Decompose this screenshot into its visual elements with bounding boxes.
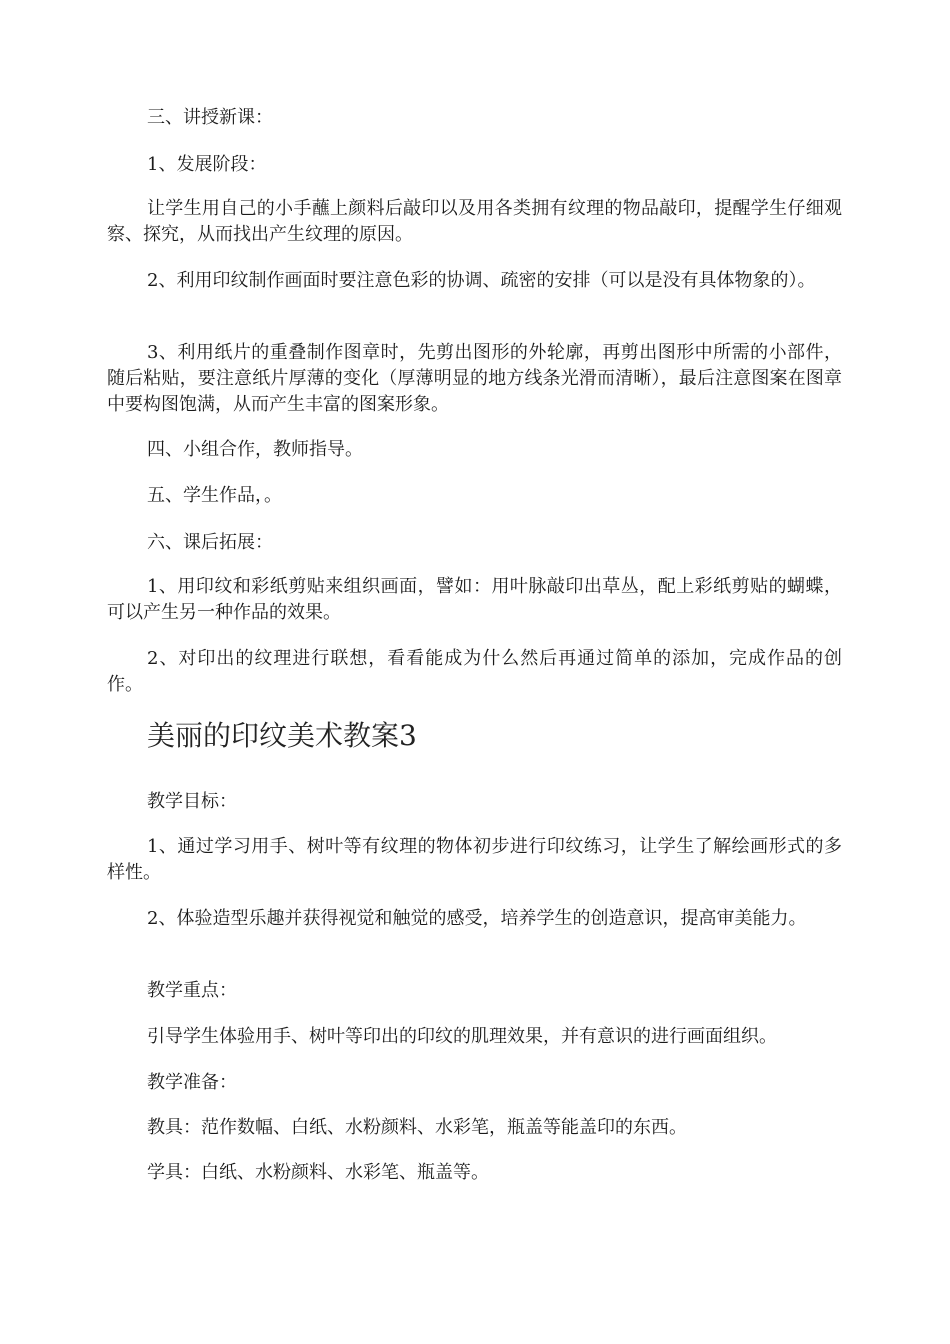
paragraph-keypoint-heading: 教学重点： xyxy=(147,980,237,1001)
paragraph-heading-6: 六、课后拓展： xyxy=(147,532,273,553)
paragraph-heading-4: 四、小组合作，教师指导。 xyxy=(147,439,363,460)
paragraph-heading-5: 五、学生作品，。 xyxy=(147,485,282,506)
paragraph-heading-3: 三、讲授新课： xyxy=(147,107,273,128)
paragraph-objective-2: 2、体验造型乐趣并获得视觉和触觉的感受，培养学生的创造意识，提高审美能力。 xyxy=(147,908,807,929)
paragraph-objective-1: 1、通过学习用手、树叶等有纹理的物体初步进行印纹练习，让学生了解绘画形式的多样性。 xyxy=(107,836,842,883)
paragraph-extension-1: 1、用印纹和彩纸剪贴来组织画面，譬如：用叶脉敲印出草丛，配上彩纸剪贴的蝴蝶，可以产生另一种作品的效果。 xyxy=(107,576,842,623)
paragraph-teaching-tools: 教具：范作数幅、白纸、水粉颜料、水彩笔，瓶盖等能盖印的东西。 xyxy=(147,1117,687,1138)
paragraph-objectives-heading: 教学目标： xyxy=(147,791,237,812)
paragraph-student-tools: 学具：白纸、水粉颜料、水彩笔、瓶盖等。 xyxy=(147,1162,489,1183)
paragraph-extension-2: 2、对印出的纹理进行联想，看看能成为什么然后再通过简单的添加，完成作品的创作。 xyxy=(107,648,842,695)
paragraph-item-3: 3、利用纸片的重叠制作图章时，先剪出图形的外轮廓，再剪出图形中所需的小部件，随后粘贴，要注意纸片厚薄的变化（厚薄明显的地方线条光滑而清晰），最后注意图案在图章中要构图饱满，从而产生丰富的图案形象。 xyxy=(107,342,842,415)
section-title: 美丽的印纹美术教案3 xyxy=(147,719,417,752)
paragraph-keypoint-body: 引导学生体验用手、树叶等印出的印纹的肌理效果，并有意识的进行画面组织。 xyxy=(147,1026,777,1047)
paragraph-stage-1: 1、发展阶段： xyxy=(147,154,267,175)
paragraph-stage-1-body: 让学生用自己的小手蘸上颜料后敲印以及用各类拥有纹理的物品敲印，提醒学生仔细观察、探究，从而找出产生纹理的原因。 xyxy=(107,198,842,245)
paragraph-item-2: 2、利用印纹制作画面时要注意色彩的协调、疏密的安排（可以是没有具体物象的）。 xyxy=(147,270,816,291)
paragraph-preparation-heading: 教学准备： xyxy=(147,1072,237,1093)
